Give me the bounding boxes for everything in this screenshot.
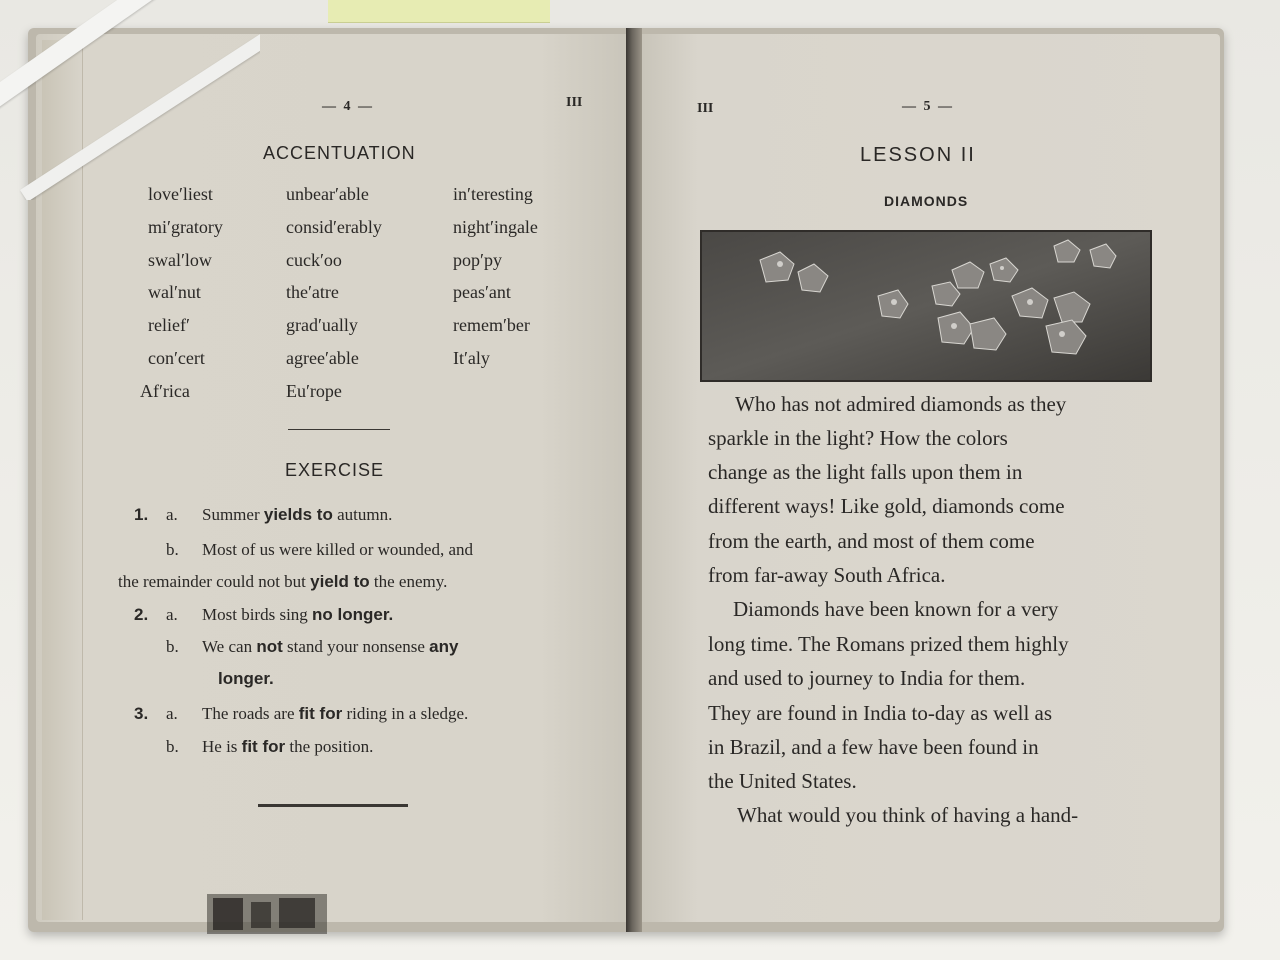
exercise-line: b. He is fit for the position. — [166, 737, 374, 756]
accentuation-word: Eu′rope — [286, 380, 342, 401]
book-spine — [626, 28, 642, 932]
divider-line — [288, 429, 390, 430]
library-stamp — [205, 888, 330, 938]
accentuation-word: consid′erably — [286, 216, 382, 237]
body-text-line: from far-away South Africa. — [708, 563, 946, 587]
left-section-mark: III — [566, 95, 583, 110]
exercise-line: longer. — [218, 669, 274, 688]
accentuation-title: ACCENTUATION — [263, 143, 416, 163]
accentuation-word: mi′gratory — [148, 216, 223, 237]
exercise-line: the remainder could not but yield to the enemy. — [118, 572, 448, 591]
right-page-number: — 5 — — [902, 99, 954, 114]
body-text-line: sparkle in the light? How the colors — [708, 426, 1008, 450]
accentuation-word: in′teresting — [453, 184, 533, 204]
exercise-line: 3. a. The roads are fit for riding in a sledge. — [134, 704, 469, 723]
accentuation-word: con′cert — [148, 348, 205, 368]
diamonds-photo — [700, 230, 1152, 382]
accentuation-word: Af′rica — [140, 380, 190, 401]
accentuation-word: wal′nut — [148, 282, 201, 303]
accentuation-word: unbear′able — [286, 184, 369, 204]
accentuation-word: pop′py — [453, 249, 502, 270]
end-divider-line — [258, 804, 408, 807]
accentuation-word: agree′able — [286, 348, 359, 368]
accentuation-word: It′aly — [453, 348, 490, 368]
left-page-number: — 4 — — [322, 99, 374, 114]
accentuation-word: relief′ — [148, 315, 190, 336]
body-text-line: change as the light falls upon them in — [708, 460, 1023, 484]
sticky-note — [328, 0, 550, 23]
body-text-line: from the earth, and most of them come — [708, 529, 1035, 553]
body-text-line: Who has not admired diamonds as they — [735, 392, 1067, 416]
body-text-line: What would you think of having a hand- — [737, 803, 1079, 827]
exercise-title: EXERCISE — [285, 460, 385, 480]
body-text-line: and used to journey to India for them. — [708, 666, 1026, 690]
body-text-line: long time. The Romans prized them highly — [708, 632, 1069, 656]
lesson-title: LESSON II — [860, 144, 976, 166]
exercise-line: 2. a. Most birds sing no longer. — [134, 605, 394, 624]
exercise-line: b. Most of us were killed or wounded, and — [166, 540, 474, 559]
lesson-subtitle: DIAMONDS — [884, 193, 969, 209]
accentuation-word: night′ingale — [453, 216, 538, 237]
accentuation-word: peas′ant — [453, 282, 511, 303]
accentuation-word: grad′ually — [286, 315, 358, 336]
right-section-mark: III — [697, 101, 714, 116]
body-text-line: different ways! Like gold, diamonds come — [708, 494, 1065, 518]
body-text-line: Diamonds have been known for a very — [733, 597, 1059, 621]
body-text-line: the United States. — [708, 769, 857, 793]
body-text-line: in Brazil, and a few have been found in — [708, 735, 1039, 759]
exercise-line: 1. a. Summer yields to autumn. — [134, 505, 393, 524]
accentuation-word: cuck′oo — [286, 249, 342, 270]
accentuation-word: swal′low — [148, 249, 212, 270]
accentuation-word: the′atre — [286, 282, 339, 303]
exercise-line: b. We can not stand your nonsense any — [166, 637, 459, 656]
accentuation-word: love′liest — [148, 184, 213, 204]
accentuation-word: remem′ber — [453, 315, 530, 336]
body-text-line: They are found in India to-day as well as — [708, 701, 1053, 725]
bookmark-ribbon — [0, 0, 260, 200]
